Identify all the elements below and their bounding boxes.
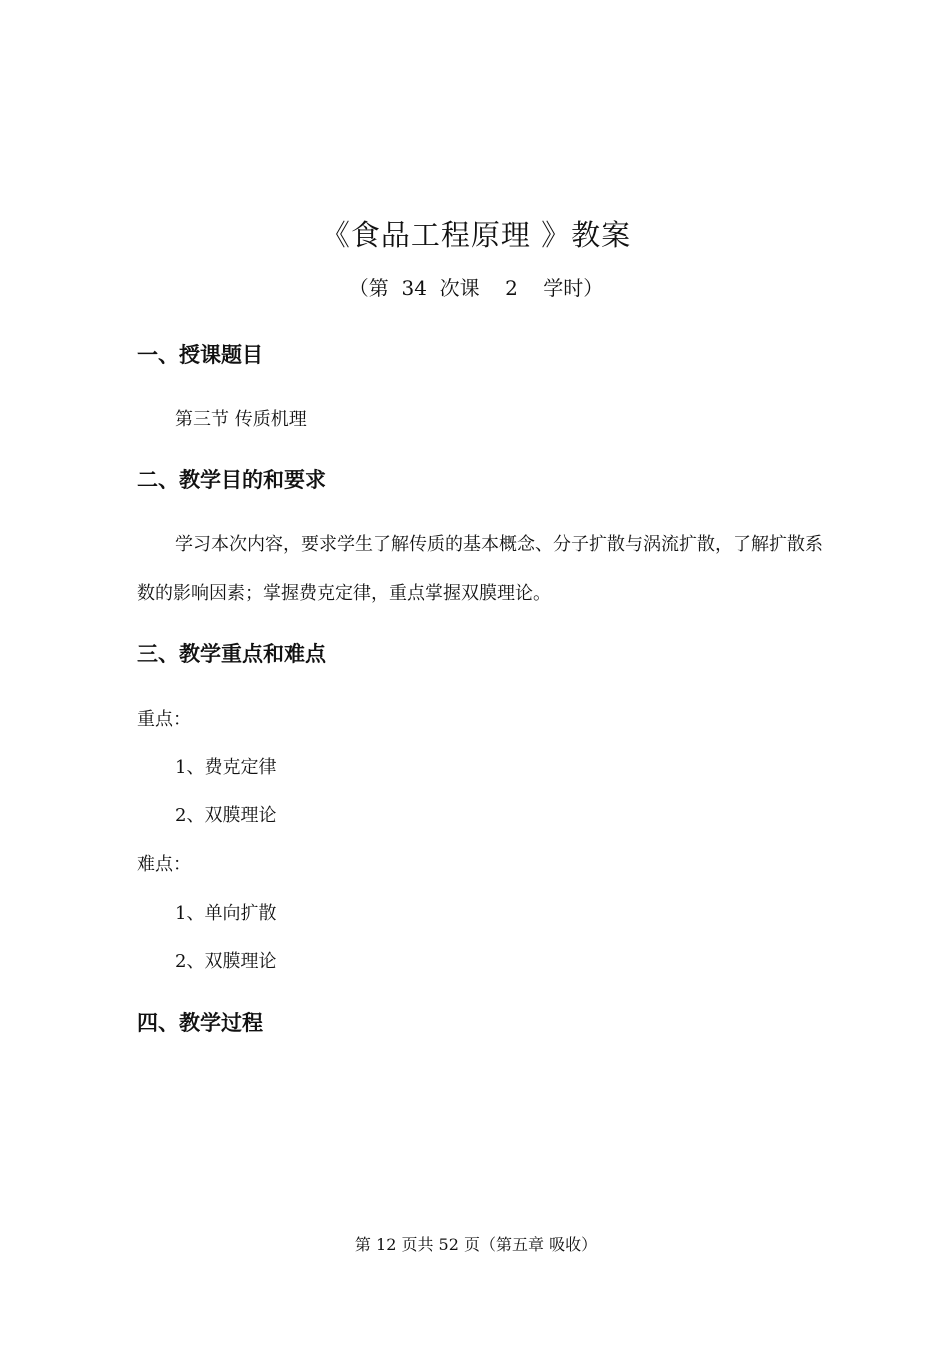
page-footer: 第 12 页共 52 页（第五章 吸收）: [354, 1235, 598, 1254]
topic-text: 第三节 传质机理: [175, 409, 307, 430]
section-heading-key-points: 三、教学重点和难点: [137, 641, 326, 666]
document-subtitle: （第 34 次课 2 学时）: [348, 276, 604, 300]
key-point-item: 1、费克定律: [175, 757, 277, 778]
section-heading-objectives: 二、教学目的和要求: [137, 467, 326, 492]
difficult-point-item: 1、单向扩散: [175, 903, 277, 924]
objectives-line-2: 数的影响因素；掌握费克定律，重点掌握双膜理论。: [137, 583, 551, 604]
key-points-label: 重点：: [137, 709, 191, 730]
section-heading-process: 四、教学过程: [137, 1010, 263, 1035]
section-heading-topic: 一、授课题目: [137, 342, 263, 367]
difficult-point-item: 2、双膜理论: [175, 951, 277, 972]
key-point-item: 2、双膜理论: [175, 805, 277, 826]
document-title: 《食品工程原理 》教案: [320, 218, 632, 252]
difficult-points-label: 难点：: [137, 854, 191, 875]
objectives-line-1: 学习本次内容，要求学生了解传质的基本概念、分子扩散与涡流扩散，了解扩散系: [175, 534, 823, 555]
